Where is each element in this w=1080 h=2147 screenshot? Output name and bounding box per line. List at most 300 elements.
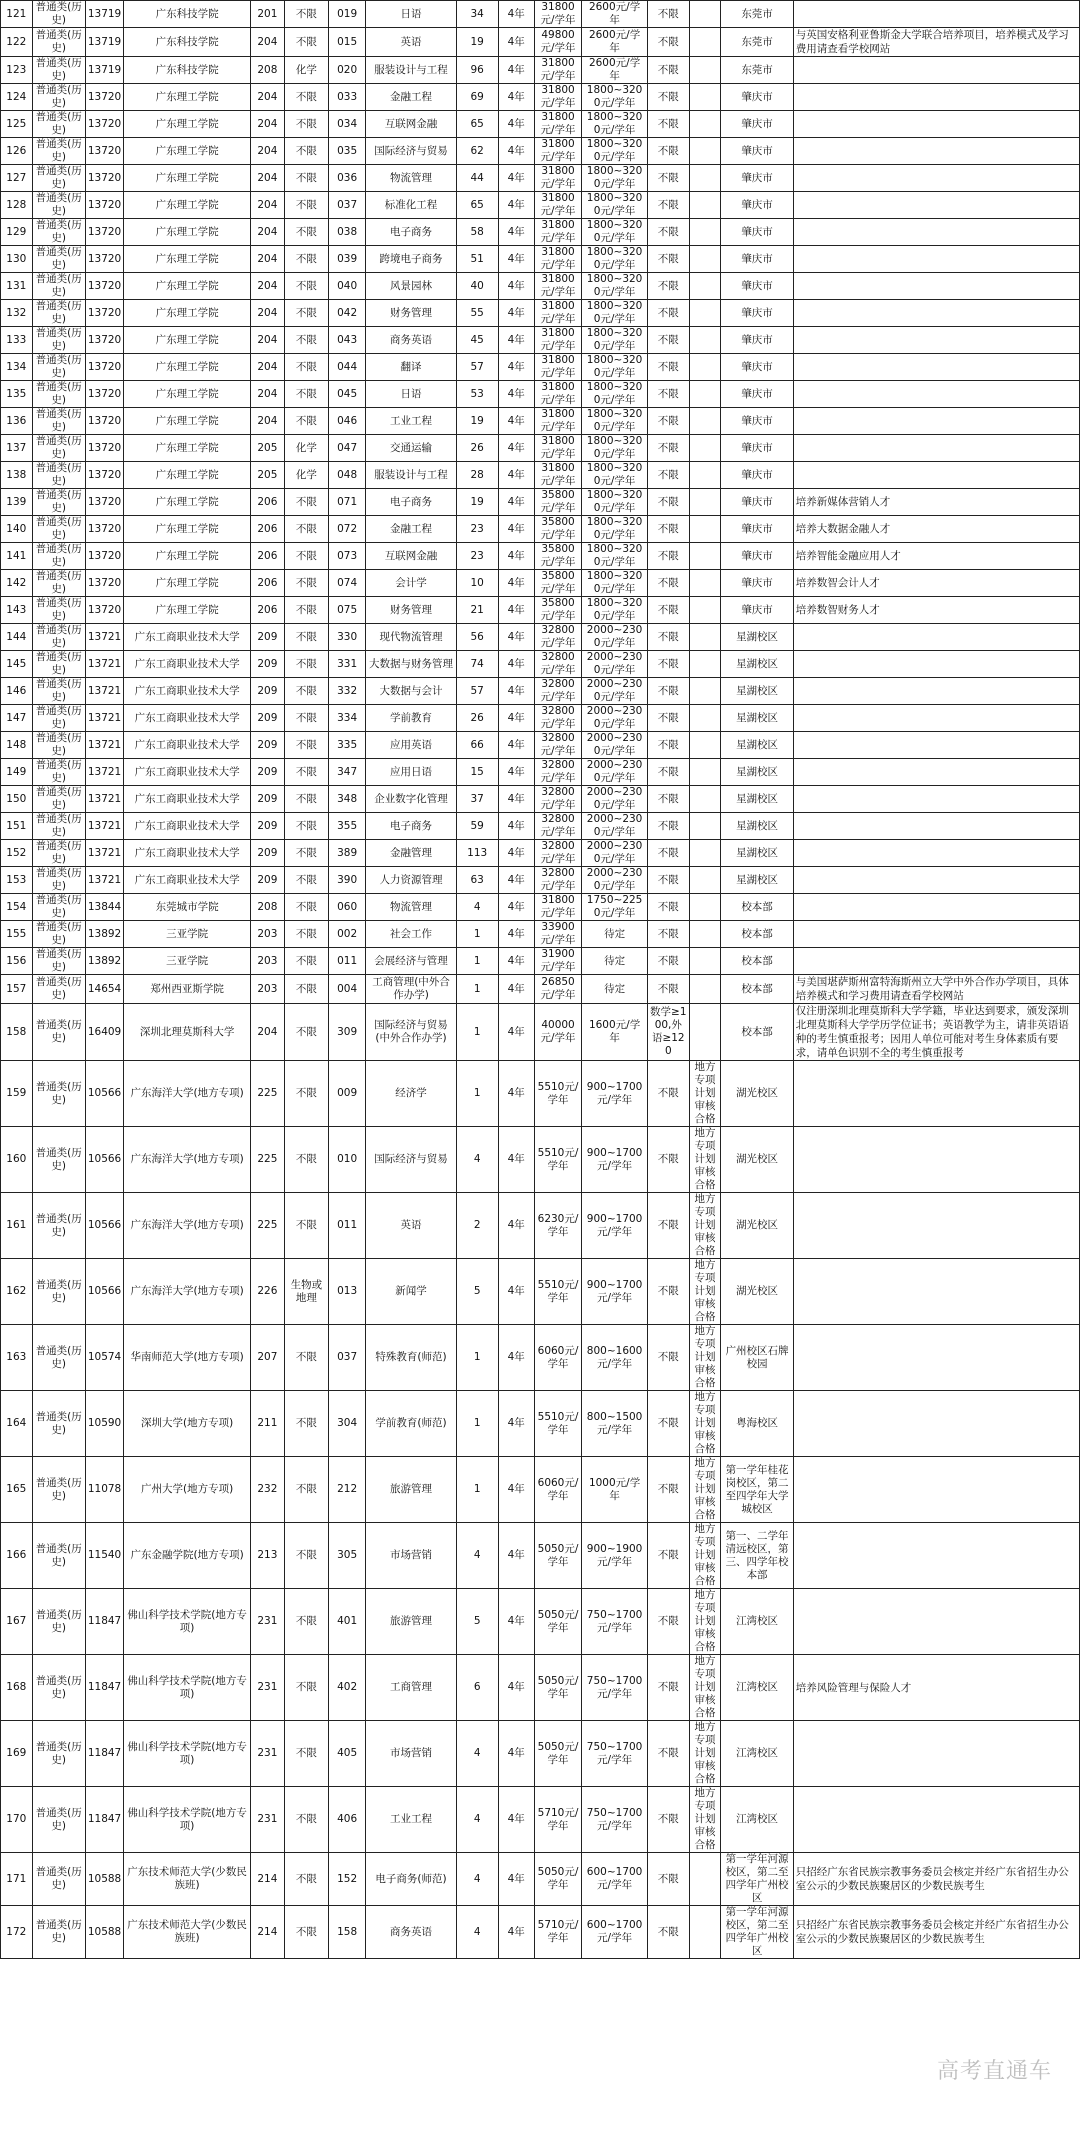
subject-requirement: 不限 [284,408,328,435]
category-cell: 普通类(历史) [32,165,85,192]
special-requirement [689,192,721,219]
table-row [1,759,1080,786]
school-name: 东莞城市学院 [124,894,251,921]
major-name: 国际经济与贸易 [366,1127,456,1193]
special-requirement: 地方专项计划审核合格 [689,1457,721,1523]
remark: 与美国堪萨斯州富特海斯州立大学中外合作办学项目，具体培养模式和学习费用请查看学校网站 [793,975,1079,1004]
category-cell: 普通类(历史) [32,408,85,435]
special-requirement [689,246,721,273]
remark: 只招经广东省民族宗教事务委员会核定并经广东省招生办公室公示的少数民族聚居区的少数民族考生 [793,1853,1079,1906]
special-requirement [689,894,721,921]
school-name: 广东理工学院 [124,246,251,273]
school-name: 深圳北理莫斯科大学 [124,1004,251,1061]
special-requirement: 地方专项计划审核合格 [689,1127,721,1193]
special-requirement [689,705,721,732]
table-row [1,624,1080,651]
table-row [1,354,1080,381]
study-years: 4年 [498,651,534,678]
campus: 肇庆市 [721,219,793,246]
score-limit: 数学≥100,外语≥120 [647,1004,689,1061]
row-number: 130 [1,246,33,273]
special-requirement [689,138,721,165]
school-code: 13721 [85,840,123,867]
score-limit: 不限 [647,1193,689,1259]
row-number: 138 [1,462,33,489]
remark [793,111,1079,138]
group-code: 206 [250,489,284,516]
tuition-fee: 32800元/学年 [534,840,582,867]
group-code: 204 [250,165,284,192]
major-code: 015 [328,28,365,57]
campus: 肇庆市 [721,111,793,138]
major-code: 040 [328,273,365,300]
school-code: 13720 [85,516,123,543]
category-cell: 普通类(历史) [32,786,85,813]
plan-count: 4 [456,1127,498,1193]
row-number: 158 [1,1004,33,1061]
school-name: 广东理工学院 [124,354,251,381]
table-row [1,894,1080,921]
table-row [1,516,1080,543]
special-requirement [689,489,721,516]
subject-requirement: 不限 [284,813,328,840]
special-requirement [689,948,721,975]
remark [793,300,1079,327]
subject-requirement: 化学 [284,435,328,462]
school-name: 广东工商职业技术大学 [124,651,251,678]
major-name: 风景园林 [366,273,456,300]
table-row [1,948,1080,975]
subject-requirement: 不限 [284,1655,328,1721]
remark [793,1127,1079,1193]
table-row [1,705,1080,732]
table-row [1,1391,1080,1457]
category-cell: 普通类(历史) [32,1193,85,1259]
table-body [1,1,1080,1959]
remark [793,138,1079,165]
category-cell: 普通类(历史) [32,219,85,246]
plan-count: 1 [456,1061,498,1127]
school-code: 10574 [85,1325,123,1391]
table-row [1,381,1080,408]
group-code: 208 [250,894,284,921]
subject-requirement: 不限 [284,570,328,597]
school-code: 10566 [85,1061,123,1127]
category-cell: 普通类(历史) [32,1127,85,1193]
special-requirement [689,84,721,111]
special-requirement [689,28,721,57]
campus: 星湖校区 [721,840,793,867]
table-row [1,1906,1080,1959]
school-name: 广东理工学院 [124,192,251,219]
school-name: 广东理工学院 [124,111,251,138]
table-row [1,1325,1080,1391]
lodging-fee: 待定 [582,975,648,1004]
major-name: 会展经济与管理 [366,948,456,975]
group-code: 206 [250,543,284,570]
remark [793,462,1079,489]
tuition-fee: 35800元/学年 [534,543,582,570]
study-years: 4年 [498,273,534,300]
campus: 肇庆市 [721,273,793,300]
special-requirement [689,354,721,381]
major-code: 075 [328,597,365,624]
group-code: 211 [250,1391,284,1457]
table-row [1,138,1080,165]
study-years: 4年 [498,1655,534,1721]
campus: 肇庆市 [721,192,793,219]
major-name: 商务英语 [366,1906,456,1959]
major-code: 045 [328,381,365,408]
lodging-fee: 1800~3200元/学年 [582,273,648,300]
study-years: 4年 [498,1906,534,1959]
subject-requirement: 化学 [284,57,328,84]
score-limit: 不限 [647,1061,689,1127]
major-code: 019 [328,1,365,28]
special-requirement [689,543,721,570]
score-limit: 不限 [647,273,689,300]
special-requirement [689,570,721,597]
major-code: 402 [328,1655,365,1721]
major-code: 037 [328,1325,365,1391]
subject-requirement: 不限 [284,1906,328,1959]
major-code: 348 [328,786,365,813]
plan-count: 19 [456,408,498,435]
table-row [1,867,1080,894]
plan-count: 5 [456,1259,498,1325]
school-code: 16409 [85,1004,123,1061]
category-cell: 普通类(历史) [32,1457,85,1523]
campus: 江湾校区 [721,1655,793,1721]
campus: 星湖校区 [721,786,793,813]
plan-count: 69 [456,84,498,111]
score-limit: 不限 [647,867,689,894]
lodging-fee: 800~1500元/学年 [582,1391,648,1457]
school-name: 广东理工学院 [124,300,251,327]
group-code: 204 [250,111,284,138]
table-row [1,678,1080,705]
special-requirement: 地方专项计划审核合格 [689,1523,721,1589]
school-name: 广东工商职业技术大学 [124,813,251,840]
major-name: 交通运输 [366,435,456,462]
category-cell: 普通类(历史) [32,192,85,219]
tuition-fee: 32800元/学年 [534,813,582,840]
school-name: 广东工商职业技术大学 [124,624,251,651]
category-cell: 普通类(历史) [32,1259,85,1325]
school-code: 13721 [85,624,123,651]
campus: 星湖校区 [721,732,793,759]
score-limit: 不限 [647,624,689,651]
major-code: 389 [328,840,365,867]
school-code: 13720 [85,354,123,381]
score-limit: 不限 [647,1259,689,1325]
remark [793,705,1079,732]
score-limit: 不限 [647,543,689,570]
score-limit: 不限 [647,165,689,192]
special-requirement [689,651,721,678]
score-limit: 不限 [647,840,689,867]
school-name: 广东工商职业技术大学 [124,732,251,759]
major-name: 标准化工程 [366,192,456,219]
row-number: 135 [1,381,33,408]
campus: 东莞市 [721,1,793,28]
subject-requirement: 不限 [284,300,328,327]
tuition-fee: 31800元/学年 [534,300,582,327]
school-code: 10588 [85,1853,123,1906]
row-number: 125 [1,111,33,138]
school-name: 广东工商职业技术大学 [124,678,251,705]
subject-requirement: 不限 [284,543,328,570]
group-code: 206 [250,597,284,624]
study-years: 4年 [498,28,534,57]
row-number: 164 [1,1391,33,1457]
school-name: 广州大学(地方专项) [124,1457,251,1523]
school-code: 13719 [85,57,123,84]
school-code: 13720 [85,219,123,246]
subject-requirement: 不限 [284,786,328,813]
score-limit: 不限 [647,786,689,813]
major-code: 334 [328,705,365,732]
table-row [1,1523,1080,1589]
major-name: 现代物流管理 [366,624,456,651]
lodging-fee: 1800~3200元/学年 [582,570,648,597]
plan-count: 51 [456,246,498,273]
group-code: 208 [250,57,284,84]
subject-requirement: 不限 [284,1,328,28]
row-number: 156 [1,948,33,975]
category-cell: 普通类(历史) [32,246,85,273]
school-code: 13720 [85,246,123,273]
school-name: 广东理工学院 [124,165,251,192]
group-code: 209 [250,732,284,759]
remark [793,1061,1079,1127]
study-years: 4年 [498,84,534,111]
major-name: 市场营销 [366,1523,456,1589]
subject-requirement: 不限 [284,219,328,246]
group-code: 231 [250,1655,284,1721]
plan-count: 19 [456,28,498,57]
school-code: 13721 [85,759,123,786]
row-number: 150 [1,786,33,813]
major-name: 市场营销 [366,1721,456,1787]
remark [793,840,1079,867]
school-code: 10566 [85,1259,123,1325]
major-name: 金融工程 [366,516,456,543]
major-code: 039 [328,246,365,273]
category-cell: 普通类(历史) [32,1655,85,1721]
category-cell: 普通类(历史) [32,678,85,705]
group-code: 206 [250,570,284,597]
study-years: 4年 [498,300,534,327]
tuition-fee: 32800元/学年 [534,759,582,786]
study-years: 4年 [498,435,534,462]
plan-count: 10 [456,570,498,597]
score-limit: 不限 [647,732,689,759]
row-number: 140 [1,516,33,543]
school-code: 13720 [85,192,123,219]
school-code: 11540 [85,1523,123,1589]
group-code: 204 [250,1004,284,1061]
study-years: 4年 [498,1391,534,1457]
tuition-fee: 5050元/学年 [534,1721,582,1787]
remark [793,381,1079,408]
study-years: 4年 [498,1853,534,1906]
school-code: 13720 [85,435,123,462]
tuition-fee: 32800元/学年 [534,651,582,678]
school-name: 广东理工学院 [124,435,251,462]
subject-requirement: 不限 [284,246,328,273]
major-name: 应用日语 [366,759,456,786]
lodging-fee: 1800~3200元/学年 [582,165,648,192]
category-cell: 普通类(历史) [32,1906,85,1959]
lodging-fee: 2000~2300元/学年 [582,678,648,705]
study-years: 4年 [498,219,534,246]
score-limit: 不限 [647,1906,689,1959]
plan-count: 23 [456,543,498,570]
study-years: 4年 [498,813,534,840]
category-cell: 普通类(历史) [32,1589,85,1655]
study-years: 4年 [498,1325,534,1391]
special-requirement [689,57,721,84]
lodging-fee: 900~1900元/学年 [582,1523,648,1589]
major-code: 009 [328,1061,365,1127]
tuition-fee: 26850元/学年 [534,975,582,1004]
plan-count: 6 [456,1655,498,1721]
major-code: 035 [328,138,365,165]
school-name: 广东金融学院(地方专项) [124,1523,251,1589]
score-limit: 不限 [647,300,689,327]
category-cell: 普通类(历史) [32,327,85,354]
major-name: 应用英语 [366,732,456,759]
major-code: 158 [328,1906,365,1959]
score-limit: 不限 [647,1721,689,1787]
major-name: 国际经济与贸易(中外合作办学) [366,1004,456,1061]
table-row [1,165,1080,192]
study-years: 4年 [498,489,534,516]
category-cell: 普通类(历史) [32,516,85,543]
subject-requirement: 不限 [284,489,328,516]
table-row [1,327,1080,354]
major-name: 商务英语 [366,327,456,354]
plan-count: 4 [456,1906,498,1959]
school-code: 14654 [85,975,123,1004]
subject-requirement: 不限 [284,138,328,165]
score-limit: 不限 [647,192,689,219]
subject-requirement: 不限 [284,1004,328,1061]
group-code: 204 [250,408,284,435]
plan-count: 74 [456,651,498,678]
table-row [1,57,1080,84]
campus: 东莞市 [721,28,793,57]
major-code: 046 [328,408,365,435]
study-years: 4年 [498,1004,534,1061]
major-code: 390 [328,867,365,894]
tuition-fee: 31800元/学年 [534,894,582,921]
tuition-fee: 31800元/学年 [534,408,582,435]
remark [793,1,1079,28]
subject-requirement: 不限 [284,1721,328,1787]
school-name: 广东理工学院 [124,597,251,624]
school-code: 13721 [85,732,123,759]
plan-count: 53 [456,381,498,408]
table-row [1,273,1080,300]
group-code: 204 [250,246,284,273]
category-cell: 普通类(历史) [32,975,85,1004]
group-code: 203 [250,975,284,1004]
major-name: 物流管理 [366,165,456,192]
school-code: 13721 [85,705,123,732]
school-code: 13720 [85,273,123,300]
score-limit: 不限 [647,489,689,516]
school-name: 广东理工学院 [124,381,251,408]
study-years: 4年 [498,678,534,705]
lodging-fee: 1800~3200元/学年 [582,219,648,246]
major-name: 工商管理 [366,1655,456,1721]
major-name: 日语 [366,381,456,408]
lodging-fee: 2000~2300元/学年 [582,705,648,732]
group-code: 204 [250,273,284,300]
school-code: 11847 [85,1721,123,1787]
campus: 肇庆市 [721,165,793,192]
group-code: 203 [250,921,284,948]
lodging-fee: 2000~2300元/学年 [582,651,648,678]
table-row [1,192,1080,219]
school-name: 广东理工学院 [124,570,251,597]
table-row [1,975,1080,1004]
special-requirement [689,813,721,840]
major-name: 翻译 [366,354,456,381]
score-limit: 不限 [647,597,689,624]
major-name: 社会工作 [366,921,456,948]
school-code: 13720 [85,165,123,192]
plan-count: 1 [456,921,498,948]
tuition-fee: 31800元/学年 [534,111,582,138]
plan-count: 4 [456,1523,498,1589]
score-limit: 不限 [647,408,689,435]
tuition-fee: 31800元/学年 [534,84,582,111]
campus: 东莞市 [721,57,793,84]
school-name: 广东工商职业技术大学 [124,840,251,867]
subject-requirement: 不限 [284,651,328,678]
special-requirement: 地方专项计划审核合格 [689,1061,721,1127]
school-name: 广东理工学院 [124,219,251,246]
major-name: 服装设计与工程 [366,462,456,489]
row-number: 162 [1,1259,33,1325]
tuition-fee: 31800元/学年 [534,165,582,192]
major-code: 072 [328,516,365,543]
school-code: 13720 [85,300,123,327]
school-code: 13720 [85,597,123,624]
study-years: 4年 [498,759,534,786]
remark [793,57,1079,84]
score-limit: 不限 [647,1127,689,1193]
subject-requirement: 不限 [284,624,328,651]
group-code: 204 [250,219,284,246]
campus: 校本部 [721,948,793,975]
subject-requirement: 生物或地理 [284,1259,328,1325]
subject-requirement: 不限 [284,165,328,192]
campus: 湖光校区 [721,1259,793,1325]
table-row [1,408,1080,435]
school-code: 10566 [85,1127,123,1193]
remark [793,786,1079,813]
row-number: 142 [1,570,33,597]
major-name: 互联网金融 [366,543,456,570]
campus: 星湖校区 [721,678,793,705]
group-code: 225 [250,1127,284,1193]
group-code: 209 [250,867,284,894]
school-name: 佛山科学技术学院(地方专项) [124,1589,251,1655]
